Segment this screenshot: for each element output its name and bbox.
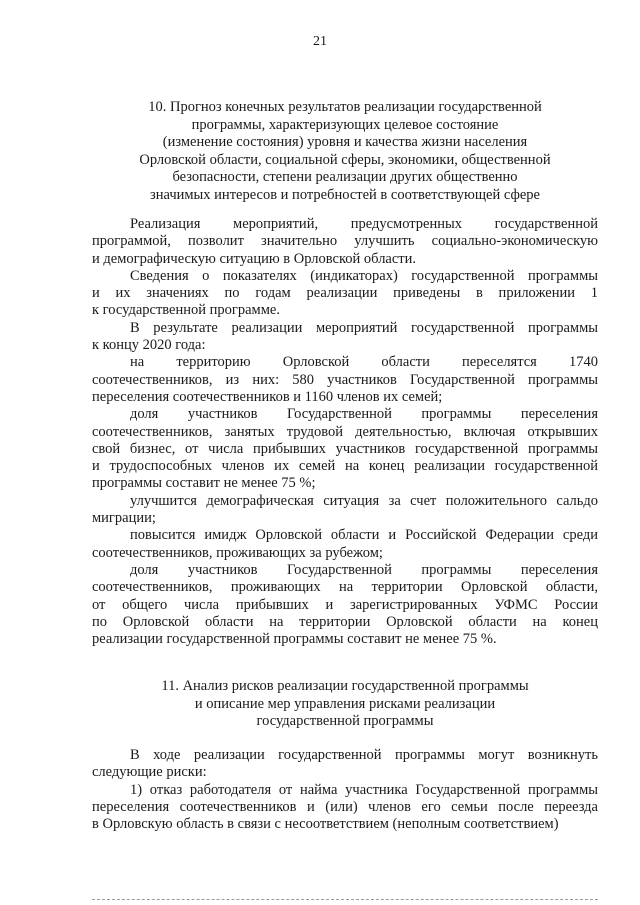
text-line: и трудоспособных членов их семей на конец реализации государственной bbox=[92, 458, 598, 475]
section-11-heading bbox=[92, 678, 598, 731]
text-line: улучшится демографическая ситуация за счет положительного сальдо bbox=[130, 492, 598, 509]
text-line: и демографическую ситуацию в Орловской области. bbox=[92, 250, 417, 267]
text-line: на территорию Орловской области переселятся 1740 bbox=[130, 354, 598, 371]
text-line: соотечественников, из них: 580 участников Государственной программы bbox=[92, 371, 598, 388]
text-line: соотечественников, проживающих за рубежом; bbox=[92, 544, 383, 561]
text-line: к государственной программе. bbox=[92, 302, 280, 319]
text-line: доля участников Государственной программы переселения bbox=[130, 561, 598, 578]
text-line: от общего числа прибывших и зарегистрированных УФМС России bbox=[92, 596, 598, 613]
section11-title-line: и описание мер управления рисками реализации bbox=[194, 695, 496, 712]
paragraph bbox=[92, 216, 598, 268]
page-bottom-edge bbox=[92, 899, 598, 900]
page-number: 21 bbox=[313, 34, 327, 49]
section11-title-line: 11. Анализ рисков реализации государственной программы bbox=[161, 678, 529, 694]
paragraph bbox=[92, 406, 598, 492]
text-line: повысится имидж Орловской области и Российской Федерации среди bbox=[130, 527, 598, 544]
text-line: реализации государственной программы составит не менее 75 %. bbox=[92, 631, 497, 648]
paragraph bbox=[92, 320, 598, 355]
paragraph bbox=[92, 747, 598, 782]
text-line: Реализация мероприятий, предусмотренных государственной bbox=[130, 216, 598, 232]
text-line: следующие риски: bbox=[92, 764, 207, 781]
text-line: свой бизнес, от числа прибывших участников государственной программы bbox=[92, 440, 598, 457]
text-line: программы составит не менее 75 %; bbox=[92, 475, 316, 492]
section-10-heading bbox=[92, 99, 598, 204]
section10-title-line: (изменение состояния) уровня и качества жизни населения bbox=[162, 134, 528, 150]
text-line: программой, позволит значительно улучшить социально-экономическую bbox=[92, 233, 598, 250]
section10-title-line: Орловской области, социальной сферы, экономики, общественной bbox=[139, 151, 551, 168]
section10-title-line: программы, характеризующих целевое состояние bbox=[191, 116, 499, 133]
text-line: 1) отказ работодателя от найма участника Государственной программы bbox=[130, 781, 598, 798]
section10-title-line: 10. Прогноз конечных результатов реализации государственной bbox=[148, 99, 542, 115]
paragraph bbox=[92, 354, 598, 406]
section-10-body bbox=[92, 216, 598, 648]
text-line: миграции; bbox=[92, 510, 156, 527]
paragraph bbox=[92, 562, 598, 648]
text-line: к концу 2020 года: bbox=[92, 337, 206, 354]
text-line: доля участников Государственной программы переселения bbox=[130, 406, 598, 423]
paragraph bbox=[92, 527, 598, 562]
section11-title-line: государственной программы bbox=[256, 713, 434, 729]
text-line: В ходе реализации государственной программы могут возникнуть bbox=[130, 747, 598, 763]
paragraph bbox=[92, 493, 598, 528]
text-line: соотечественников, занятых трудовой деятельностью, включая открывших bbox=[92, 423, 598, 440]
section10-title-line: безопасности, степени реализации других общественно bbox=[172, 169, 518, 185]
text-line: переселения соотечественников и (или) членов его семьи после переезда bbox=[92, 798, 598, 815]
paragraph bbox=[92, 782, 598, 834]
text-line: Сведения о показателях (индикаторах) государственной программы bbox=[130, 267, 598, 284]
text-line: и их значениях по годам реализации приведены в приложении 1 bbox=[92, 285, 598, 302]
paragraph bbox=[92, 268, 598, 320]
text-line: в Орловскую область в связи с несоответствием (неполным соответствием) bbox=[92, 816, 559, 833]
section-11-body bbox=[92, 747, 598, 833]
text-line: по Орловской области на территории Орловской области на конец bbox=[92, 613, 598, 630]
text-line: переселения соотечественников и 1160 членов их семей; bbox=[92, 388, 443, 405]
text-line: соотечественников, проживающих на территории Орловской области, bbox=[92, 579, 598, 596]
text-line: В результате реализации мероприятий государственной программы bbox=[130, 319, 598, 336]
section10-title-line: значимых интересов и потребностей в соответствующей сфере bbox=[149, 186, 540, 203]
